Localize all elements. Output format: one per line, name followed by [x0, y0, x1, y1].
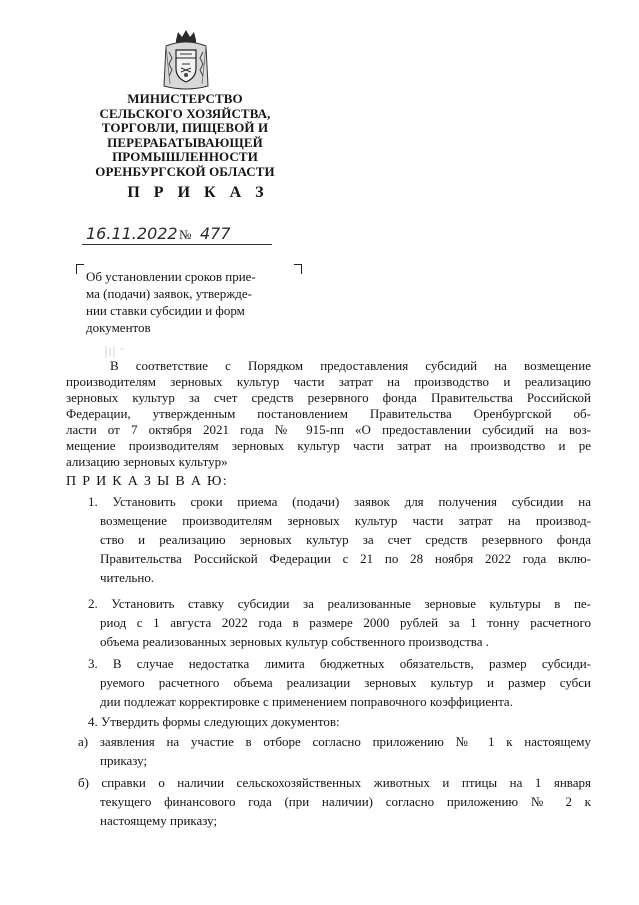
orders-heading: П Р И К А З Ы В А Ю: [66, 474, 228, 489]
subject-line: Об установлении сроков прие- [86, 269, 256, 284]
document-type-title: П Р И К А З [127, 184, 269, 201]
ministry-line: СЕЛЬСКОГО ХОЗЯЙСТВА, [99, 105, 271, 121]
item-line: текущего финансового года (при наличии) согласно приложению № 2 к [100, 794, 591, 809]
item-line: объема реализованных зерновых культур собственного производства . [100, 634, 489, 649]
ministry-line: ПЕРЕРАБАТЫВАЮЩЕЙ [107, 134, 263, 150]
order-number: 477 [200, 224, 231, 243]
item-line: 2. Установить ставку субсидии за реализованные зерновые культуры в пе- [88, 596, 591, 611]
item-line: дии подлежат корректировке с применением поправочного коэффициента. [100, 694, 513, 709]
item-line: 3. В случае недостатка лимита бюджетных обязательств, размер субсиди- [88, 656, 591, 671]
ministry-line: ОРЕНБУРГСКОЙ ОБЛАСТИ [95, 163, 275, 179]
item-line: приказу; [100, 753, 148, 768]
preamble-line: Федерации, утвержденным постановлением Правительства Оренбургской об- [66, 406, 591, 421]
item-line: возмещение производителям зерновых культур части затрат на производ- [100, 513, 591, 528]
item-line: настоящему приказу; [100, 813, 218, 828]
item-line: ство и реализацию зерновых культур за счет средств резервного фонда [100, 532, 591, 547]
preamble-line: В соответствие с Порядком предоставления субсидий на возмещение [110, 358, 591, 373]
coat-of-arms-icon [160, 28, 212, 92]
subject-line: нии ставки субсидии и форм [86, 303, 245, 318]
ministry-line: МИНИСТЕРСТВО [127, 91, 243, 106]
item-line: б) справки о наличии сельскохозяйственных животных и птицы на 1 января [78, 775, 591, 790]
item-line: 4. Утвердить формы следующих документов: [88, 714, 340, 729]
item-line: риод с 1 августа 2022 года в размере 2000 рублей за 1 тонну расчетного [100, 615, 591, 630]
number-sign: № [179, 227, 192, 242]
date-underline [82, 244, 272, 245]
order-date: 16.11.2022 [86, 224, 178, 243]
subject-line: ма (подачи) заявок, утвержде- [86, 286, 252, 301]
item-line: 1. Установить сроки приема (подачи) заявок для получения субсидии на [88, 494, 591, 509]
preamble-line: зерновых культур за счет средств резервного фонда Правительства Российской [66, 390, 591, 405]
order-subject [86, 268, 298, 336]
item-line: Правительства Российской Федерации с 21 по 28 ноября 2022 года вклю- [100, 551, 591, 566]
ministry-line: ТОРГОВЛИ, ПИЩЕВОЙ И [101, 120, 269, 136]
item-line: а) заявления на участие в отборе согласно приложению № 1 к настоящему [78, 734, 591, 749]
preamble-line: ализацию зерновых культур» [66, 454, 228, 469]
preamble-line: ласти от 7 октября 2021 года № 915-пп «О предоставлении субсидий на воз- [66, 422, 591, 437]
subject-line: документов [86, 320, 151, 335]
item-line: руемого расчетного объема реализации зерновых культур и размер субси [100, 675, 591, 690]
date-number-line [82, 218, 282, 248]
item-line: чительно. [100, 570, 155, 585]
preamble-line: производителям зерновых культур части затрат на производство и реализацию [66, 374, 591, 389]
ministry-name [82, 92, 288, 180]
ministry-line: ПРОМЫШЛЕННОСТИ [112, 149, 258, 165]
subject-bracket-left [76, 264, 84, 274]
preamble-line: мещение производителям зерновых культур части затрат на производство и ре [66, 438, 591, 453]
